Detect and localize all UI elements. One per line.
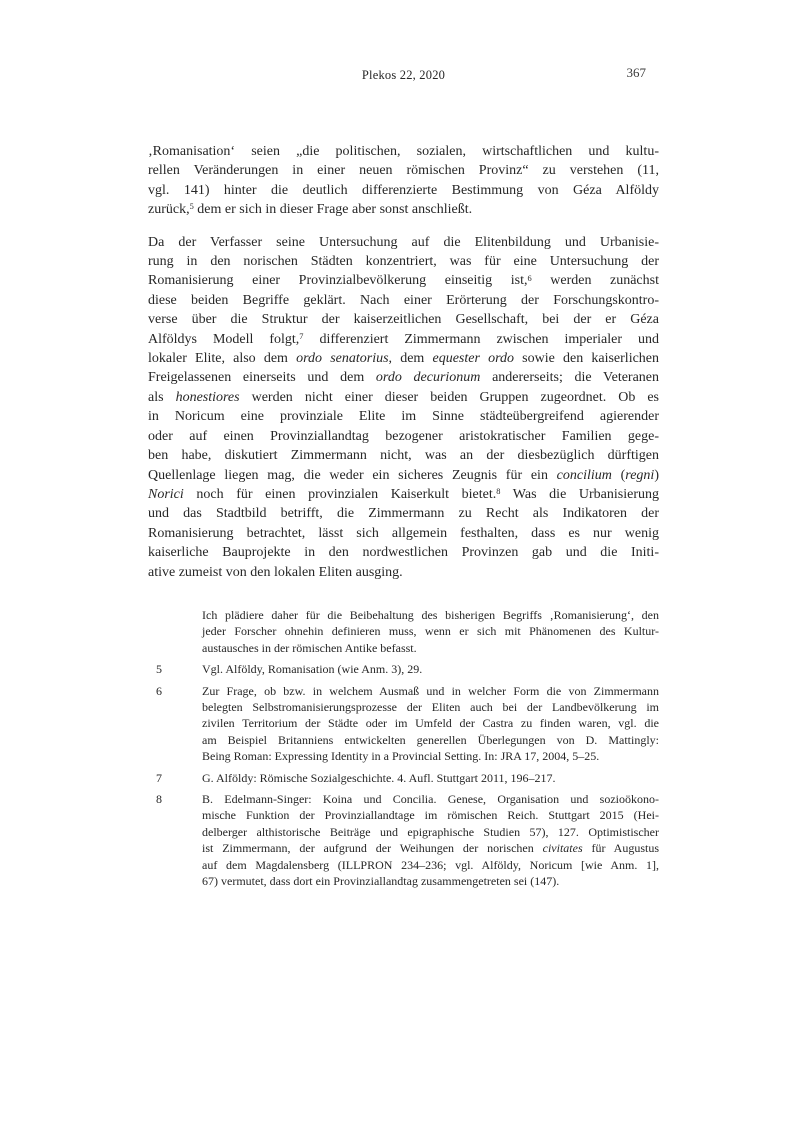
footnote-number xyxy=(148,607,202,656)
text-line: Freigelassenen einerseits und dem ordo decurionum andererseits; die Veteranen xyxy=(148,370,660,386)
text-line: G. Alföldy: Römische Sozialgeschichte. 4. Aufl. Stuttgart 2011, 196–217. xyxy=(202,770,556,785)
text-line: Alföldys Modell folgt,$^7$ differenziert Zimmermann zwischen imperialer und xyxy=(148,331,659,347)
text-line: zurück,$^5$ dem er sich in dieser Frage aber sonst anschließt. xyxy=(148,202,473,218)
text-line: lokaler Elite, also dem ordo senatorius, dem equester ordo sowie den kaiserlichen xyxy=(148,351,660,367)
text-line: delberger althistorische Beiträge und epigraphische Studien 57), 127. Optimistischer xyxy=(202,824,659,839)
footnote-text xyxy=(202,791,659,889)
text-line: Zur Frage, ob bzw. in welchem Ausmaß und in welcher Form die von Zimmermann xyxy=(202,683,659,698)
text-line: kaiserliche Bauprojekte in den nordwestlichen Provinzen gab und die Initi- xyxy=(148,545,659,561)
footnote-number: 8 xyxy=(156,792,162,807)
text-line: als honestiores werden nicht einer dieser beiden Gruppen zugeordnet. Ob es xyxy=(148,389,659,405)
footnote xyxy=(148,770,659,786)
text-line: jeder Forscher ohnehin definieren muss, wenn er sich mit Phänomenen des Kultur- xyxy=(202,624,659,639)
footnotes-section xyxy=(148,607,659,895)
text-line: in Noricum eine provinziale Elite im Sinne städteübergreifend agierender xyxy=(148,409,659,425)
text-line: vgl. 141) hinter die deutlich differenzierte Bestimmung von Géza Alföldy xyxy=(148,182,659,198)
text-line: Vgl. Alföldy, Romanisation (wie Anm. 3), 29. xyxy=(202,662,423,677)
text-line: 67) vermutet, dass dort ein Provinziallandtag zusammengetreten sei (147). xyxy=(202,874,560,889)
text-line: diese beiden Begriffe geklärt. Nach einer Erörterung der Forschungskontro- xyxy=(148,292,659,308)
text-line: verse über die Struktur der kaiserzeitlichen Gesellschaft, bei der er Géza xyxy=(148,312,659,328)
text-line: Romanisierung einer Provinzialbevölkerung einseitig ist,$^6$ werden zunächst xyxy=(148,273,659,289)
text-line: und das Stadtbild betrifft, die Zimmermann zu Recht als Indikatoren der xyxy=(148,506,659,522)
text-line: Da der Verfasser seine Untersuchung auf die Elitenbildung und Urbanisie- xyxy=(148,234,659,250)
text-line: Quellenlage liegen mag, die weder ein sicheres Zeugnis für ein concilium (regni) xyxy=(148,467,659,483)
footnote-reference: 7 xyxy=(299,331,304,341)
footnote-number: 5 xyxy=(156,662,162,677)
text-line: Norici noch für einen provinzialen Kaiserkult bietet.$^8$ Was die Urbanisierung xyxy=(148,486,659,502)
running-header xyxy=(148,65,659,83)
footnote-reference: 8 xyxy=(496,487,501,497)
paragraph xyxy=(148,142,659,220)
footnote-text xyxy=(202,607,659,656)
text-line: ative zumeist von den lokalen Eliten ausging. xyxy=(148,564,403,580)
footnote xyxy=(148,661,659,677)
footnote-text xyxy=(202,683,659,765)
footnote xyxy=(148,607,659,656)
paragraph xyxy=(148,233,659,582)
text-line: auf dem Magdalensberg (ILLPRON 234–236; vgl. Alföldy, Noricum [wie Anm. 1], xyxy=(202,857,659,872)
journal-title: Plekos 22, 2020 xyxy=(361,68,446,82)
footnote-text xyxy=(202,661,659,677)
text-line: austausches in der römischen Antike befasst. xyxy=(202,640,417,655)
footnote-reference: 6 xyxy=(527,273,532,283)
text-line: ben habe, diskutiert Zimmermann nicht, was an der diesbezüglich dürftigen xyxy=(148,448,659,464)
text-line: rung in den norischen Städten konzentriert, was für eine Untersuchung der xyxy=(148,254,659,270)
footnote-reference: 5 xyxy=(189,202,194,212)
text-line: rellen Veränderungen in einer neuen römischen Provinz“ zu verstehen (11, xyxy=(148,163,659,179)
footnote-number: 7 xyxy=(156,770,162,785)
text-line: Romanisierung betrachtet, lässt sich allgemein festhalten, dass es nur wenig xyxy=(148,525,659,541)
text-line: belegten Selbstromanisierungsprozesse der Eliten auch bei der Landbevölkerung im xyxy=(202,700,659,715)
text-line: zivilen Territorium der Städte oder im Umfeld der Castra zu finden waren, vgl. die xyxy=(202,716,659,731)
footnote xyxy=(148,791,659,889)
text-line: oder auf einen Provinziallandtag bezogener aristokratischer Familien gege- xyxy=(148,428,659,444)
text-line: ‚Romanisation‘ seien „die politischen, sozialen, wirtschaftlichen und kultu- xyxy=(148,144,659,159)
text-line: Being Roman: Expressing Identity in a Provincial Setting. In: JRA 17, 2004, 5–25. xyxy=(202,749,600,764)
text-line: B. Edelmann-Singer: Koina und Concilia. Genese, Organisation und sozioökono- xyxy=(202,792,659,807)
footnote xyxy=(148,683,659,765)
footnote-text xyxy=(202,770,659,786)
text-line: ist Zimmermann, der aufgrund der Weihungen der norischen civitates für Augustus xyxy=(202,841,660,856)
main-text xyxy=(148,142,659,595)
footnote-number: 6 xyxy=(156,683,162,698)
text-line: am Beispiel Britanniens entwickelten generellen Überlegungen von D. Mattingly: xyxy=(202,732,659,747)
text-line: mische Funktion der Provinziallandtage im römischen Reich. Stuttgart 2015 (Hei- xyxy=(202,808,659,823)
text-line: Ich plädiere daher für die Beibehaltung des bisherigen Begriffs ‚Romanisierung‘, den xyxy=(202,608,659,622)
page-number: 367 xyxy=(626,65,646,80)
